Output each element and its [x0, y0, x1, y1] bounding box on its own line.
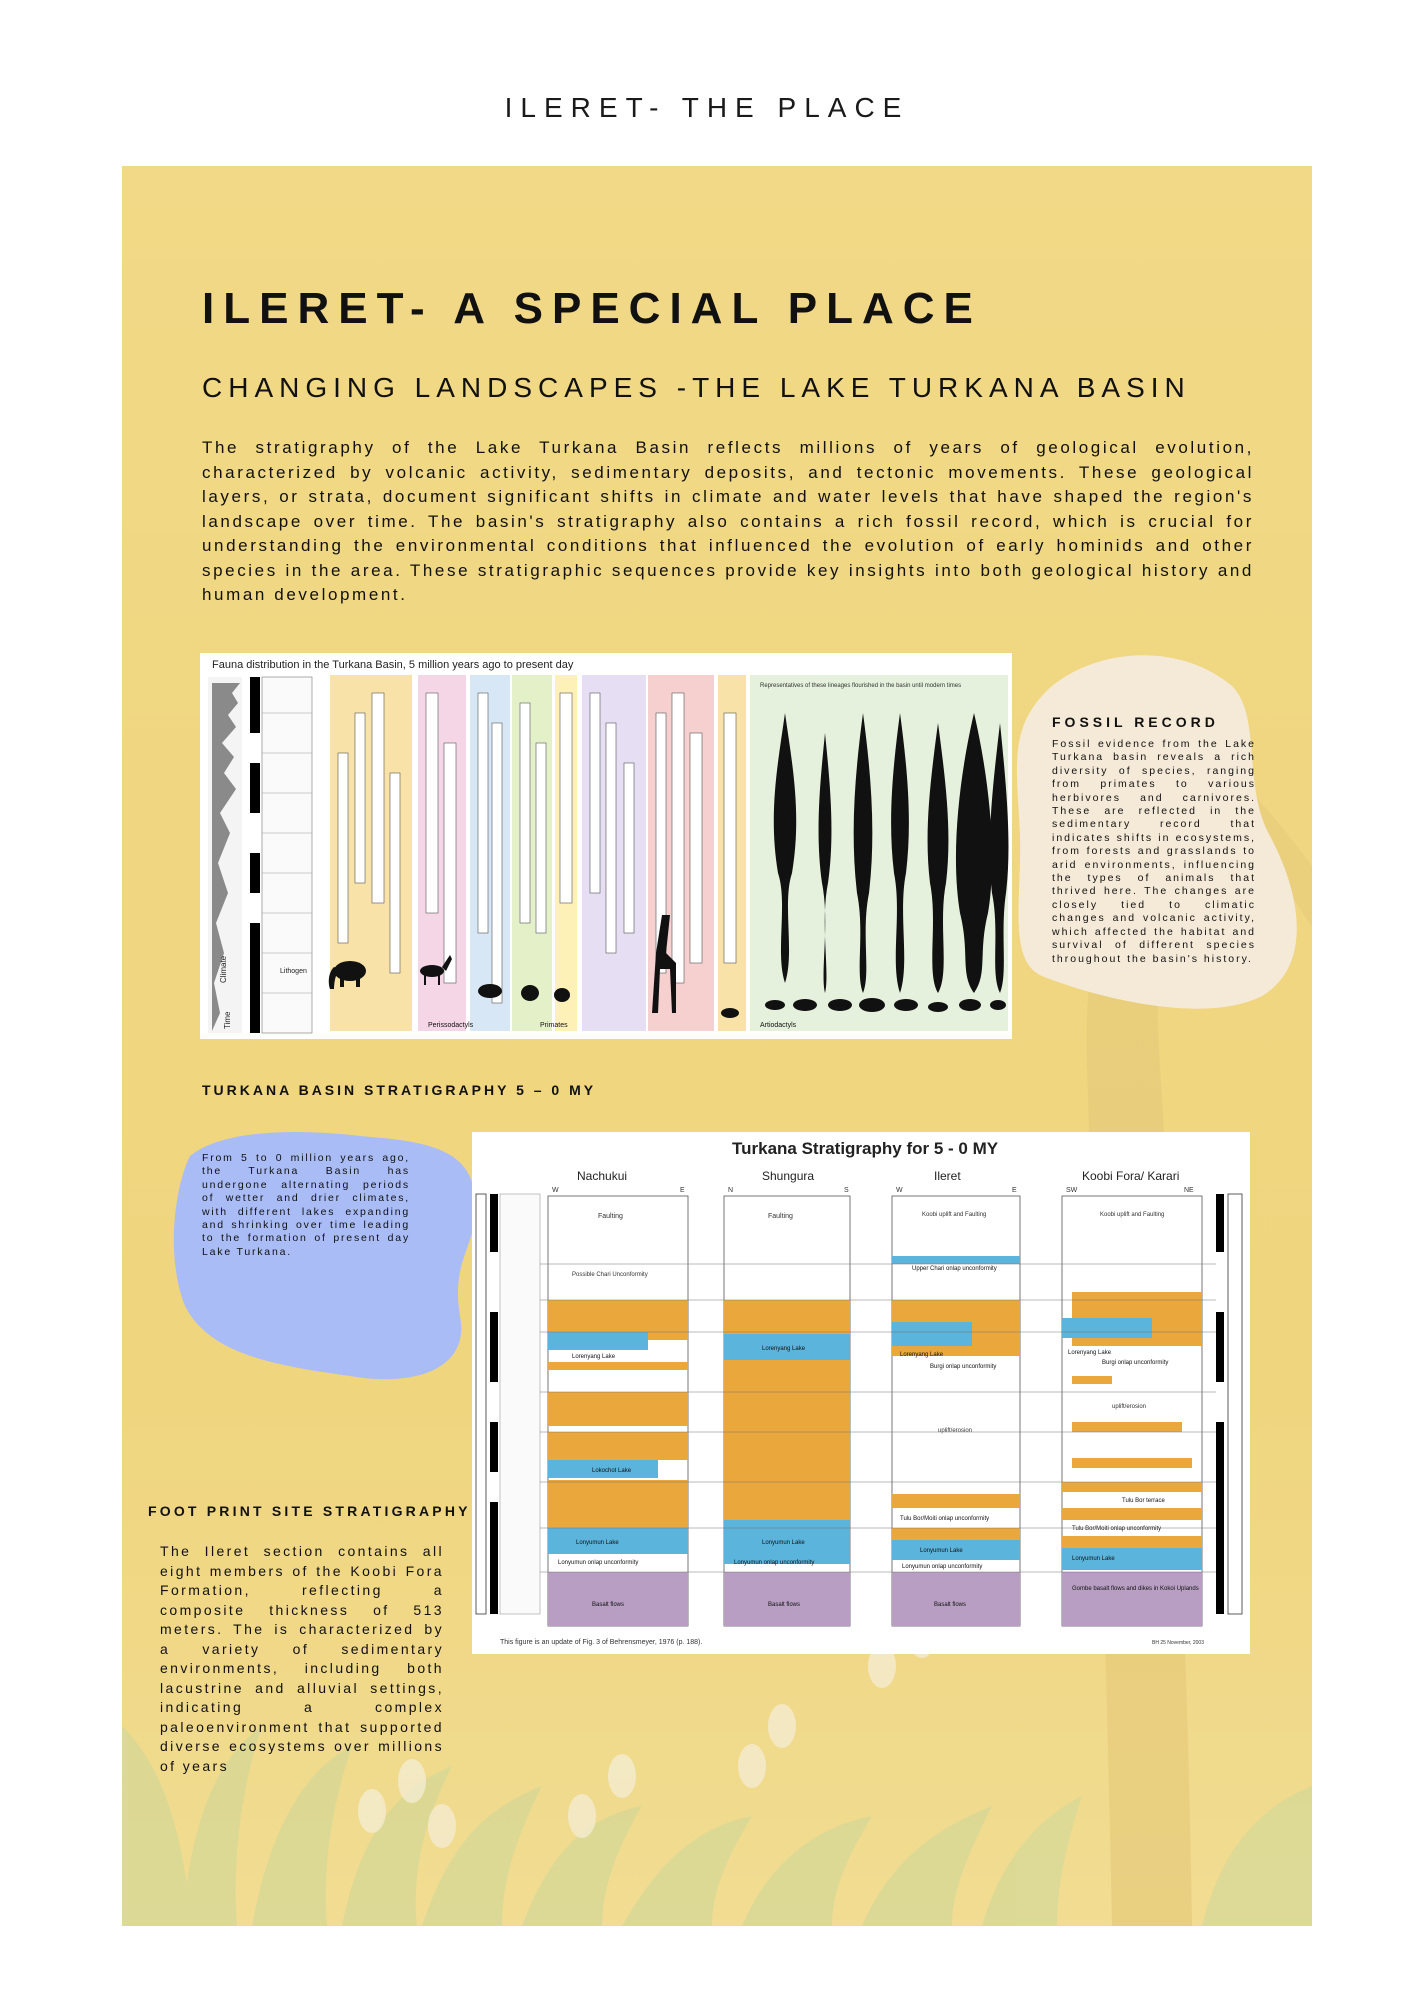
- axis-label-lithogen: Lithogen: [280, 968, 307, 975]
- col-ileret-lonyumun: Lonyumun Lake: [920, 1548, 963, 1554]
- col-nachukui-lorenyang: Lorenyang Lake: [572, 1354, 616, 1360]
- col-koobi-tulu: Tulu Bor/Moiti onlap unconformity: [1072, 1526, 1162, 1532]
- col-koobi-lonyumun: Lonyumun Lake: [1072, 1556, 1115, 1562]
- group-label-perissodactyls: Perissodactyls: [428, 1022, 474, 1029]
- strat-figure-footer: This figure is an update of Fig. 3 of Behrensmeyer, 1976 (p. 188).: [500, 1639, 703, 1646]
- col-nachukui-right: E: [680, 1187, 685, 1194]
- col-koobi-left: SW: [1066, 1187, 1078, 1194]
- group-label-artiodactyls: Artiodactyls: [760, 1022, 797, 1029]
- footprint-stratigraphy-text: The Ileret section contains all eight members of the Koobi Fora Formation, reflecting a composite thickness of 513 meters. The is characterized by a variety of sedimentary environments, including both lacustrine and alluvial settings, indicating a complex paleoenvironment that supported diverse ecosystems over millions of years: [160, 1543, 444, 1774]
- col-nachukui-lokochot: Lokochot Lake: [592, 1468, 632, 1474]
- col-nachukui-base: Basalt flows: [592, 1602, 625, 1608]
- poster-panel: [122, 166, 1312, 1926]
- footprint-stratigraphy-label: FOOT PRINT SITE STRATIGRAPHY: [148, 1503, 471, 1519]
- col-nachukui-lonyumun: Lonyumun Lake: [576, 1540, 619, 1546]
- col-koobi-base: Gombe basalt flows and dikes in Kokoi Uplands: [1072, 1586, 1199, 1592]
- col-nachukui-unconformity: Lonyumun onlap unconformity: [558, 1560, 639, 1566]
- col-shungura-right: S: [844, 1187, 849, 1194]
- axis-label-time: Time: [223, 1011, 232, 1029]
- turkana-stratigraphy-label: TURKANA BASIN STRATIGRAPHY 5 – 0 MY: [202, 1082, 597, 1098]
- col-ileret-name: Ileret: [934, 1169, 961, 1183]
- col-ileret-right: E: [1012, 1187, 1017, 1194]
- col-koobi-name: Koobi Fora/ Karari: [1082, 1169, 1180, 1183]
- col-ileret-top: Koobi uplift and Faulting: [922, 1212, 987, 1218]
- col-shungura-base: Basalt flows: [768, 1602, 801, 1608]
- fauna-distribution-figure: [200, 653, 1012, 1039]
- fossil-record-title: FOSSIL RECORD: [1052, 714, 1219, 730]
- col-shungura-name: Shungura: [762, 1169, 815, 1183]
- col-nachukui-left: W: [552, 1187, 559, 1194]
- col-koobi-top: Koobi uplift and Faulting: [1100, 1212, 1165, 1218]
- col-shungura-lonyumun: Lonyumun Lake: [762, 1540, 805, 1546]
- col-ileret-upper: Upper Chari onlap unconformity: [912, 1266, 997, 1272]
- group-label-primates: Primates: [540, 1022, 568, 1029]
- col-ileret-burgi: Burgi onlap unconformity: [930, 1364, 997, 1370]
- fossil-record-text: Fossil evidence from the Lake Turkana basin reveals a rich diversity of species, ranging from primates to various herbivores and carnivores. These are reflected in the sedimentary record that indicates shifts in ecosystems, from forests and grasslands to arid environments, influencing the types of animals that thrived here. The changes are closely tied to climatic changes and volcanic activity, which affected the habitat and survival of different species throughout the basin's history.: [1052, 738, 1256, 965]
- axis-label-climate: Climate: [219, 955, 228, 983]
- col-shungura-unconformity: Lonyumun onlap unconformity: [734, 1560, 815, 1566]
- col-ileret-uplift: uplift/erosion: [938, 1428, 973, 1434]
- col-ileret-left: W: [896, 1187, 903, 1194]
- poster-title: ILERET- A SPECIAL PLACE: [202, 284, 982, 333]
- col-nachukui-name: Nachukui: [577, 1169, 628, 1183]
- fauna-right-caption: Representatives of these lineages flourished in the basin until modern times: [760, 683, 962, 689]
- page-header: ILERET- THE PLACE: [504, 92, 910, 123]
- col-ileret-unconformity: Lonyumun onlap unconformity: [902, 1564, 983, 1570]
- col-koobi-uplift: uplift/erosion: [1112, 1404, 1147, 1410]
- col-koobi-terrace: Tulu Bor terrace: [1122, 1498, 1165, 1504]
- turkana-stratigraphy-figure: [472, 1132, 1250, 1654]
- col-nachukui-top: Faulting: [598, 1213, 623, 1220]
- col-ileret-lorenyang: Lorenyang Lake: [900, 1352, 944, 1358]
- col-shungura-lorenyang: Lorenyang Lake: [762, 1346, 806, 1352]
- col-koobi-right: NE: [1184, 1187, 1194, 1194]
- col-ileret-base: Basalt flows: [934, 1602, 967, 1608]
- col-koobi-lorenyang: Lorenyang Lake: [1068, 1350, 1112, 1356]
- col-ileret-tulu: Tulu Bor/Moiti onlap unconformity: [900, 1516, 990, 1522]
- col-nachukui-upper: Possible Chari Unconformity: [572, 1272, 648, 1278]
- blue-note-text: From 5 to 0 million years ago, the Turkana Basin has undergone alternating periods of wetter and drier climates, with different lakes expanding and shrinking over time leading to the formation of present day Lake Turkana.: [202, 1152, 410, 1258]
- col-shungura-left: N: [728, 1187, 734, 1194]
- strat-figure-footer-right: BH 25 November, 2003: [1152, 1640, 1204, 1646]
- strat-figure-title: Turkana Stratigraphy for 5 - 0 MY: [732, 1139, 999, 1158]
- col-koobi-burgi: Burgi onlap unconformity: [1102, 1360, 1169, 1366]
- col-shungura-top: Faulting: [768, 1213, 793, 1220]
- intro-paragraph: The stratigraphy of the Lake Turkana Basin reflects millions of years of geological evolution, characterized by volcanic activity, sedimentary deposits, and tectonic movements. These geological layers, or strata, document significant shifts in climate and water levels that have shaped the region's landscape over time. The basin's stratigraphy also contains a rich fossil record, which is crucial for understanding the environmental conditions that influenced the evolution of early hominids and other species in the area. These stratigraphic sequences provide key insights into both geological history and human development.: [202, 438, 1254, 604]
- poster-subtitle: CHANGING LANDSCAPES -THE LAKE TURKANA BASIN: [202, 372, 1191, 403]
- fauna-figure-title: Fauna distribution in the Turkana Basin, 5 million years ago to present day: [212, 659, 574, 671]
